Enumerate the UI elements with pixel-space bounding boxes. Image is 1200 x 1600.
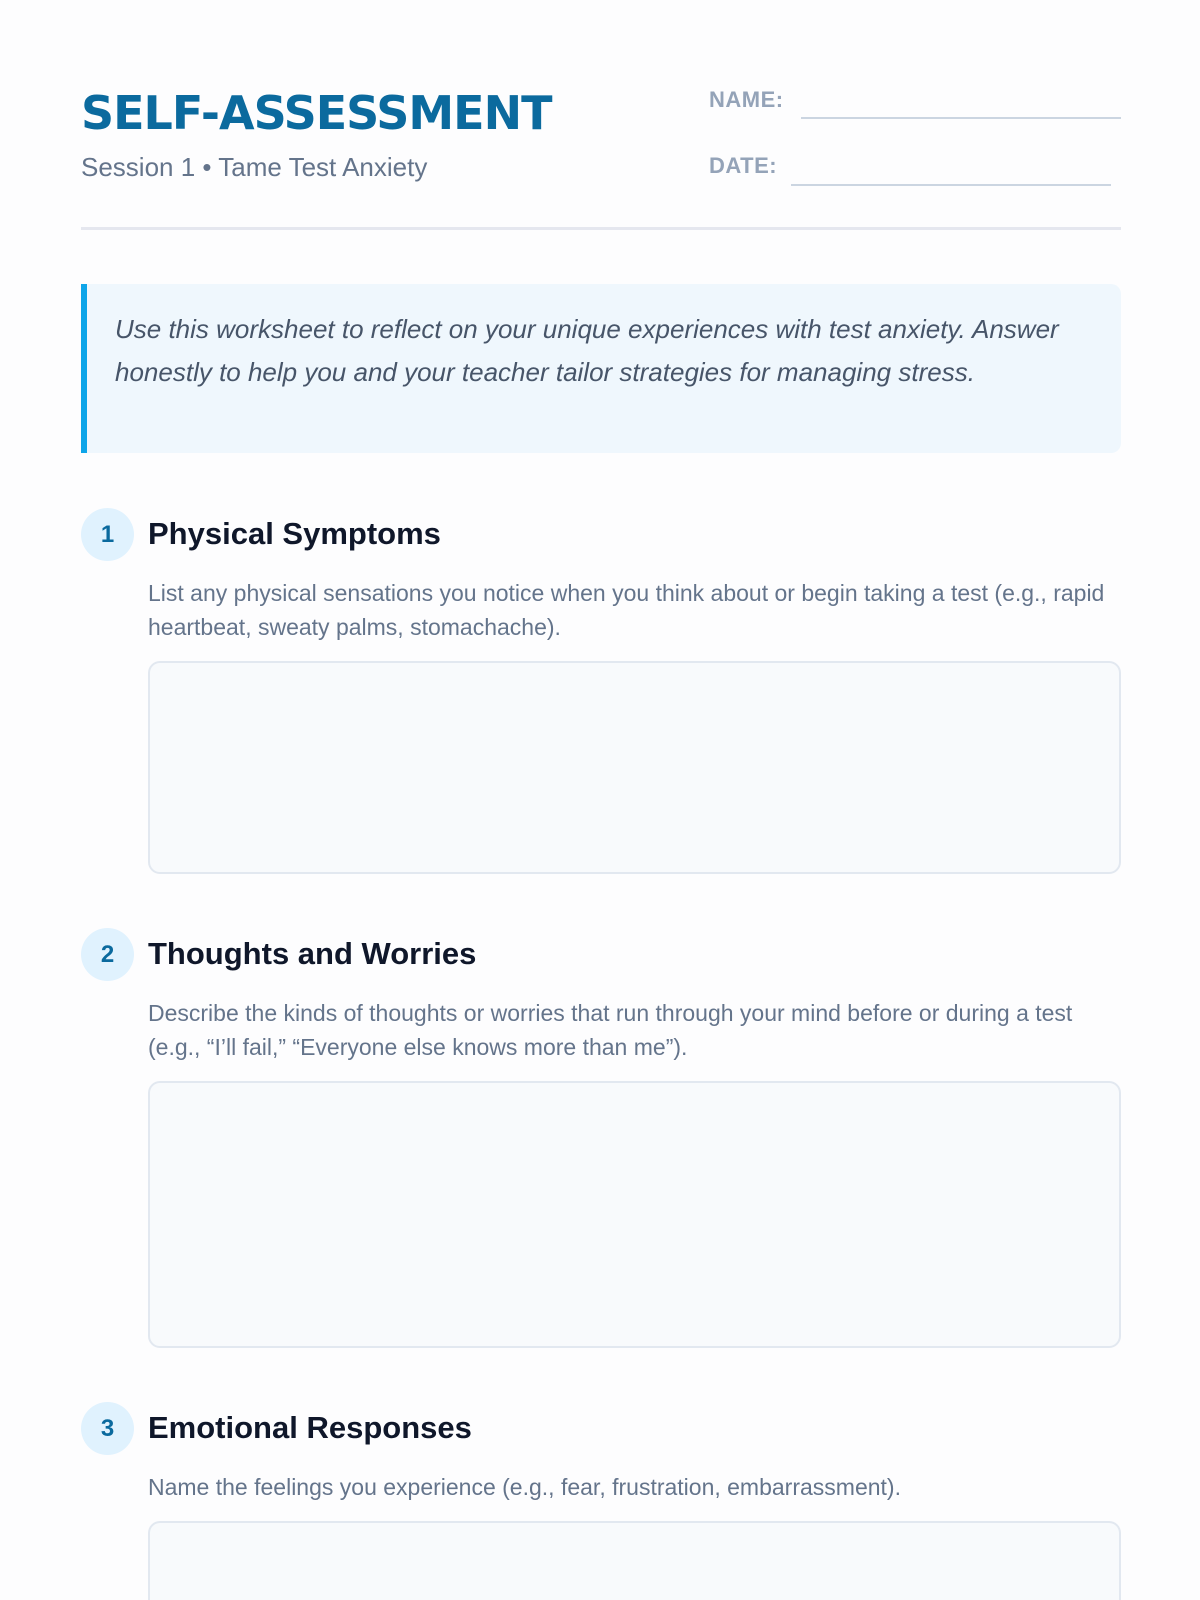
section-description: List any physical sensations you notice when you think about or begin taking a test (e.g., rapid heartbeat, sweaty palms, stomachache). [148,580,1105,640]
page-title: SELF-ASSESSMENT [81,86,552,140]
section-title: Emotional Responses [148,1410,472,1445]
page-subtitle: Session 1 • Tame Test Anxiety [81,152,428,182]
section-description: Name the feelings you experience (e.g., fear, frustration, embarrassment). [148,1474,901,1500]
worksheet-page [81,0,1121,1500]
section-number-badge: 3 [81,1402,134,1455]
date-field[interactable] [791,184,1111,186]
section-title: Thoughts and Worries [148,936,477,971]
answer-box[interactable] [148,661,1121,874]
section-number-badge: 2 [81,928,134,981]
name-field[interactable] [801,117,1121,119]
date-label: DATE: [709,153,778,178]
section-title: Physical Symptoms [148,516,441,551]
answer-box[interactable] [148,1081,1121,1348]
section-description: Describe the kinds of thoughts or worries that run through your mind before or during a test (e.g., “I’ll fail,” “Everyone else knows more than me”). [148,1000,1073,1060]
instructions-text: Use this worksheet to reflect on your unique experiences with test anxiety. Answer honestly to help you and your teacher tailor strategies for managing stress. [115,314,1059,387]
name-label: NAME: [709,87,784,112]
section-number-badge: 1 [81,508,134,561]
answer-box[interactable] [148,1521,1121,1600]
worksheet-header [81,0,1121,230]
instructions-box [81,284,1121,453]
